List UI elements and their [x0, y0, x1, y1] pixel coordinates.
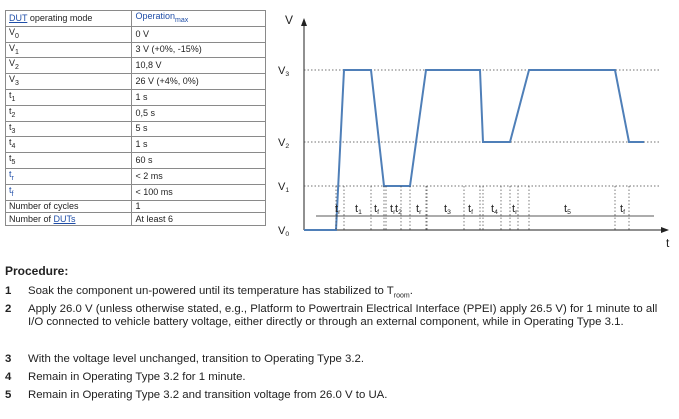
interval-label-tf: tf	[374, 203, 379, 216]
param-value-cell: 3 V (+0%, -15%)	[132, 42, 266, 58]
param-value-cell: 0 V	[132, 26, 266, 42]
table-row	[6, 137, 266, 153]
param-value-cell: 10,8 V	[132, 58, 266, 74]
param-value-cell: 5 s	[132, 121, 266, 137]
interval-label-tr: tr	[335, 203, 341, 216]
interval-label-tf: tf	[620, 203, 625, 216]
param-name-cell: $t_4$	[6, 137, 132, 153]
procedure-step-text: With the voltage level unchanged, transition to Operating Type 3.2.	[28, 353, 365, 365]
param-name-cell: $V_3$	[6, 74, 132, 90]
level-label-v2: V2	[278, 137, 290, 150]
table-row	[6, 168, 266, 184]
y-axis-arrow	[301, 18, 307, 26]
header-value-sub: max	[175, 16, 189, 24]
param-value-cell: 1	[132, 200, 266, 213]
header-value-label: Operation	[135, 11, 176, 21]
param-name-cell: $t_5$	[6, 153, 132, 169]
table-row	[6, 74, 266, 90]
param-name-cell: $V_1$	[6, 42, 132, 58]
table-row	[6, 42, 266, 58]
table-row	[6, 200, 266, 213]
param-value-cell: 0,5 s	[132, 105, 266, 121]
level-label-v1: V1	[278, 181, 290, 194]
param-name-cell: $t_2$	[6, 105, 132, 121]
param-name-cell: Number of cycles	[6, 200, 132, 213]
param-name-cell: $V_0$	[6, 26, 132, 42]
procedure-step-number: 3	[5, 353, 12, 365]
param-value-cell: < 100 ms	[132, 184, 266, 200]
table-row	[6, 105, 266, 121]
table-row	[6, 184, 266, 200]
procedure-step-number: 4	[5, 371, 12, 383]
param-value-cell: < 2 ms	[132, 168, 266, 184]
header-value-cell	[132, 11, 266, 27]
procedure-title: Procedure:	[5, 264, 69, 278]
procedure-step-text: Remain in Operating Type 3.2 and transition voltage from 26.0 V to UA.	[28, 389, 388, 401]
procedure-step-text: Soak the component un-powered until its temperature has stabilized to $T_{room}$.	[28, 285, 413, 300]
param-name-cell: $t_1$	[6, 89, 132, 105]
interval-label-tr: tr	[512, 203, 518, 216]
interval-label-t2: t2	[395, 203, 402, 216]
interval-label-t1: t1	[355, 203, 362, 216]
voltage-timing-diagram	[268, 0, 679, 262]
param-name-cell: $t_3$	[6, 121, 132, 137]
param-value-cell: 60 s	[132, 153, 266, 169]
table-row	[6, 89, 266, 105]
interval-label-tr: tr	[416, 203, 422, 216]
interval-label-tf: tf	[468, 203, 473, 216]
x-axis-label: t	[666, 236, 670, 250]
y-axis-label: V	[285, 13, 294, 27]
header-mode-rest: operating mode	[29, 12, 93, 23]
param-name-cell: Number of DUTs	[6, 213, 132, 226]
param-value-cell: 1 s	[132, 89, 266, 105]
interval-label-tr: tr	[390, 203, 396, 216]
table-row	[6, 26, 266, 42]
level-label-v0: V0	[278, 225, 290, 238]
x-axis-arrow	[661, 227, 669, 233]
procedure-step-text: Remain in Operating Type 3.2 for 1 minute.	[28, 371, 246, 383]
procedure-step-number: 1	[5, 285, 12, 297]
table-row	[6, 153, 266, 169]
table-row	[6, 121, 266, 137]
header-mode-cell: DUT operating mode	[6, 11, 132, 27]
table-row	[6, 213, 266, 226]
procedure-step-number: 5	[5, 389, 12, 401]
param-name-cell: $t_r$	[6, 168, 132, 184]
param-value-cell: At least 6	[132, 213, 266, 226]
param-name-cell: $V_2$	[6, 58, 132, 74]
parameter-table-body	[6, 11, 266, 226]
procedure-step-text: Apply 26.0 V (unless otherwise stated, e.g., Platform to Powertrain Electrical Interface (PPEI) apply 26.5 V) for 1 minute to all I/O connected to vehicle battery voltage, either directly or through an external component, while in Operating Type 3.1.	[28, 303, 658, 328]
interval-label-t5: t5	[564, 203, 571, 216]
parameter-table	[5, 10, 266, 226]
table-row	[6, 58, 266, 74]
interval-label-t4: t4	[491, 203, 498, 216]
interval-label-t3: t3	[444, 203, 451, 216]
param-value-cell: 1 s	[132, 137, 266, 153]
table-header-row	[6, 11, 266, 27]
param-name-cell: $t_f$	[6, 184, 132, 200]
param-value-cell: 26 V (+4%, 0%)	[132, 74, 266, 90]
level-label-v3: V3	[278, 65, 290, 78]
procedure-step-number: 2	[5, 303, 12, 315]
